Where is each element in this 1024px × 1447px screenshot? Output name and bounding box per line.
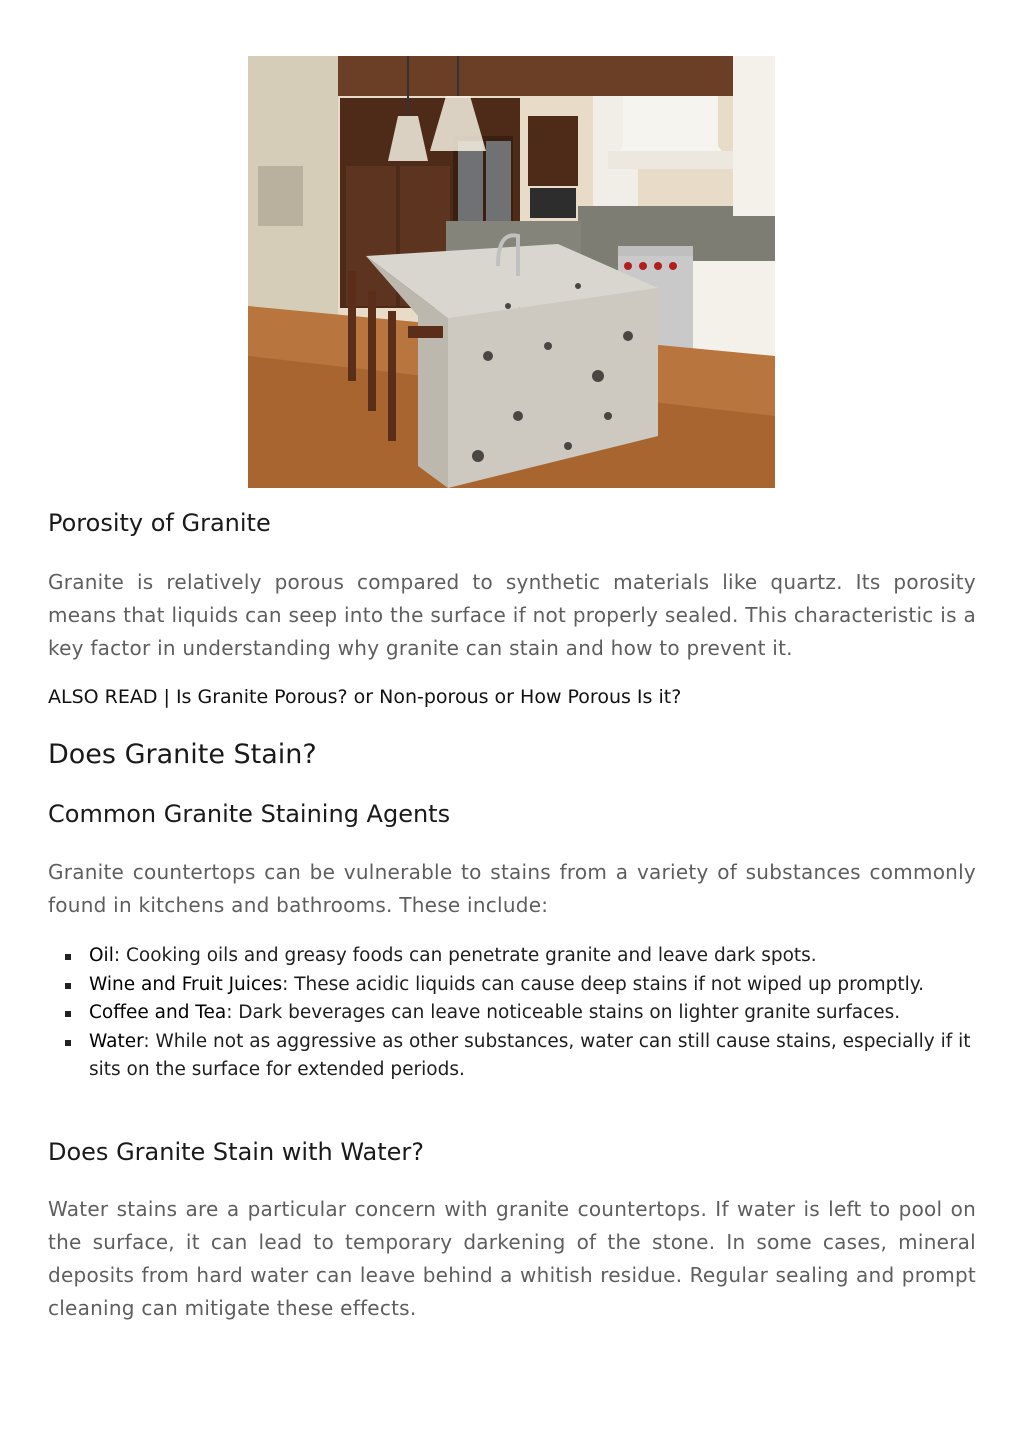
bullet-icon xyxy=(65,1040,71,1046)
also-read-link[interactable]: ALSO READ | Is Granite Porous? or Non-porous or How Porous Is it? xyxy=(48,686,682,708)
paragraph-water-stains: Water stains are a particular concern with granite countertops. If water is left to pool on the surface, it can lead to temporary darkening of the stone. In some cases, mineral deposits from hard water can leave behind a whitish residue. Regular sealing and prompt cleaning can mitigate these effects. xyxy=(48,1197,976,1320)
agent-description: : While not as aggressive as other substances, water can still cause stains, especially if it sits on the surface for extended periods. xyxy=(89,1030,971,1080)
paragraph-staining-agents: Granite countertops can be vulnerable to stains from a variety of substances commonly found in kitchens and bathrooms. These include: xyxy=(48,860,976,917)
agent-description: : These acidic liquids can cause deep stains if not wiped up promptly. xyxy=(282,973,924,995)
list-item xyxy=(48,942,976,971)
kitchen-island-photo xyxy=(248,56,775,488)
bullet-icon xyxy=(65,1011,71,1017)
paragraph-porosity: Granite is relatively porous compared to synthetic materials like quartz. Its porosity means that liquids can seep into the surface if not properly sealed. This characteristic is a key factor in understanding why granite can stain and how to prevent it. xyxy=(48,570,976,660)
heading-does-granite-stain: Does Granite Stain? xyxy=(48,739,317,770)
agent-term: Wine and Fruit Juices xyxy=(89,973,283,995)
heading-porosity: Porosity of Granite xyxy=(48,509,271,537)
agent-description: : Cooking oils and greasy foods can penetrate granite and leave dark spots. xyxy=(113,945,817,966)
list-item xyxy=(48,999,976,1028)
list-item xyxy=(48,1028,976,1085)
agent-description: : Dark beverages can leave noticeable stains on lighter granite surfaces. xyxy=(226,1002,901,1023)
bullet-icon xyxy=(65,983,71,989)
heading-stain-with-water: Does Granite Stain with Water? xyxy=(48,1138,425,1166)
heading-common-staining-agents: Common Granite Staining Agents xyxy=(48,800,451,828)
agent-term: Water xyxy=(89,1030,144,1052)
agent-term: Coffee and Tea xyxy=(89,1002,227,1023)
staining-agents-list xyxy=(48,942,976,1085)
agent-term: Oil xyxy=(89,945,114,966)
bullet-icon xyxy=(65,954,71,960)
list-item xyxy=(48,971,976,1000)
